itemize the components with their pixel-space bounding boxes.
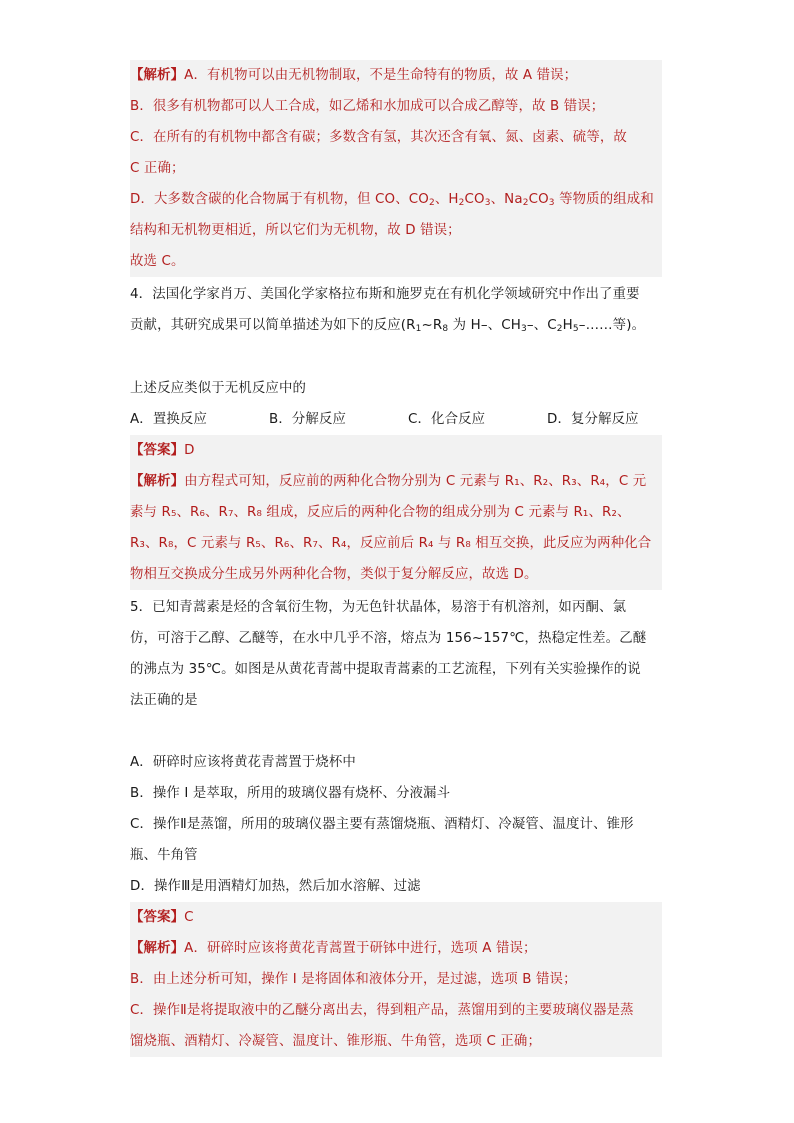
analysis-text: 由方程式可知，反应前的两种化合物分别为 C 元素与 R₁、R₂、R₃、R₄，C 元 (184, 474, 647, 489)
analysis-text: A．研碎时应该将黄花青蒿置于研钵中进行，选项 A 错误； (184, 941, 537, 956)
q5-stem-line-2: 仿，可溶于乙醇、乙醚等，在水中几乎不溶，熔点为 156~157℃，热稳定性差。乙醚 (130, 631, 647, 646)
q5-answer (130, 902, 662, 933)
text-run: CO (464, 192, 485, 207)
subscript: 2 (428, 198, 435, 208)
q5-stem-line-4: 法正确的是 (130, 693, 198, 708)
q3-analysis-line-3: C．在所有的有机物中都含有碳；多数含有氢，其次还含有氧、氮、卤素、硫等，故 (130, 122, 662, 153)
analysis-tag: 【解析】 (130, 941, 185, 956)
subscript: 2 (522, 198, 529, 208)
analysis-text: A．有机物可以由无机物制取，不是生命特有的物质，故 A 错误； (184, 68, 578, 83)
analysis-tag: 【解析】 (130, 474, 185, 489)
text-run: H (562, 318, 573, 333)
q3-analysis-line-1 (130, 60, 662, 91)
q4-analysis-line-2: 素与 R₅、R₆、R₇、R₈ 组成，反应后的两种化合物的组成分别为 C 元素与 R₁、R₂、 (130, 497, 662, 528)
subscript: 2 (458, 198, 465, 208)
q4-analysis-line-1 (130, 466, 662, 497)
q3-analysis-line-2: B．很多有机物都可以人工合成，如乙烯和水加成可以合成乙醇等，故 B 错误； (130, 91, 662, 122)
q3-analysis-line-6: 结构和无机物更相近，所以它们为无机物，故 D 错误； (130, 215, 662, 246)
q4-option-d: D．复分解反应 (547, 412, 639, 427)
q5-option-b: B．操作 I 是萃取，所用的玻璃仪器有烧杯、分液漏斗 (130, 786, 451, 801)
q5-option-a: A．研碎时应该将黄花青蒿置于烧杯中 (130, 755, 356, 770)
text-run: 、H (434, 192, 459, 207)
answer-value: D (184, 443, 195, 458)
q4-stem-line-1: 4．法国化学家肖万、美国化学家格拉布斯和施罗克在有机化学领域研究中作出了重要 (130, 287, 640, 302)
q5-analysis-line-3: C．操作Ⅱ是将提取液中的乙醚分离出去，得到粗产品，蒸馏用到的主要玻璃仪器是蒸 (130, 995, 662, 1026)
q4-analysis-line-4: 物相互交换成分生成另外两种化合物，类似于复分解反应，故选 D。 (130, 559, 662, 590)
text-run: CO (528, 192, 549, 207)
q5-option-d: D．操作Ⅲ是用酒精灯加热，然后加水溶解、过滤 (130, 879, 421, 894)
q3-analysis-line-7: 故选 C。 (130, 246, 662, 277)
q5-analysis-line-4: 馏烧瓶、酒精灯、冷凝管、温度计、锥形瓶、牛角管，选项 C 正确； (130, 1026, 662, 1057)
q3-analysis-line-5 (130, 184, 662, 215)
text-run: 等物质的组成和 (554, 192, 654, 207)
text-run: –……等)。 (578, 318, 646, 333)
answer-tag: 【答案】 (130, 443, 185, 458)
q5-option-c-line-1: C．操作Ⅱ是蒸馏，所用的玻璃仪器主要有蒸馏烧瓶、酒精灯、冷凝管、温度计、锥形 (130, 817, 634, 832)
subscript: 2 (556, 324, 563, 334)
subscript: 1 (415, 324, 422, 334)
q4-options (130, 404, 662, 435)
subscript: 3 (520, 324, 527, 334)
text-run: 贡献，其研究成果可以简单描述为如下的反应(R (130, 318, 416, 333)
q5-stem-line-1: 5．已知青蒿素是烃的含氧衍生物，为无色针状晶体，易溶于有机溶剂，如丙酮、氯 (130, 600, 627, 615)
q4-question: 上述反应类似于无机反应中的 (130, 381, 307, 396)
subscript: 3 (548, 198, 555, 208)
q4-option-a: A．置换反应 (130, 412, 208, 427)
q4-option-c: C．化合反应 (408, 412, 486, 427)
text-run: –、C (526, 318, 557, 333)
q4-option-b: B．分解反应 (269, 412, 347, 427)
q4-answer (130, 435, 662, 466)
answer-value: C (184, 910, 194, 925)
text-run: 、Na (490, 192, 523, 207)
subscript: 5 (572, 324, 579, 334)
q3-analysis-line-4: C 正确； (130, 153, 662, 184)
subscript: 8 (442, 324, 449, 334)
text-run: 为 H–、CH (448, 318, 521, 333)
answer-tag: 【答案】 (130, 910, 185, 925)
q5-option-c-line-2: 瓶、牛角管 (130, 848, 198, 863)
q4-stem-line-2 (130, 310, 662, 341)
q5-stem-line-3: 的沸点为 35℃。如图是从黄花青蒿中提取青蒿素的工艺流程，下列有关实验操作的说 (130, 662, 641, 677)
q4-analysis-line-3: R₃、R₈，C 元素与 R₅、R₆、R₇、R₄，反应前后 R₄ 与 R₈ 相互交换，此反应为两种化合 (130, 528, 662, 559)
q5-analysis-line-2: B．由上述分析可知，操作 I 是将固体和液体分开，是过滤，选项 B 错误； (130, 964, 662, 995)
text-run: ~R (421, 318, 443, 333)
subscript: 3 (484, 198, 491, 208)
q5-analysis-line-1 (130, 933, 662, 964)
analysis-tag: 【解析】 (130, 68, 185, 83)
text-run: D．大多数含碳的化合物属于有机物，但 CO、CO (130, 192, 429, 207)
